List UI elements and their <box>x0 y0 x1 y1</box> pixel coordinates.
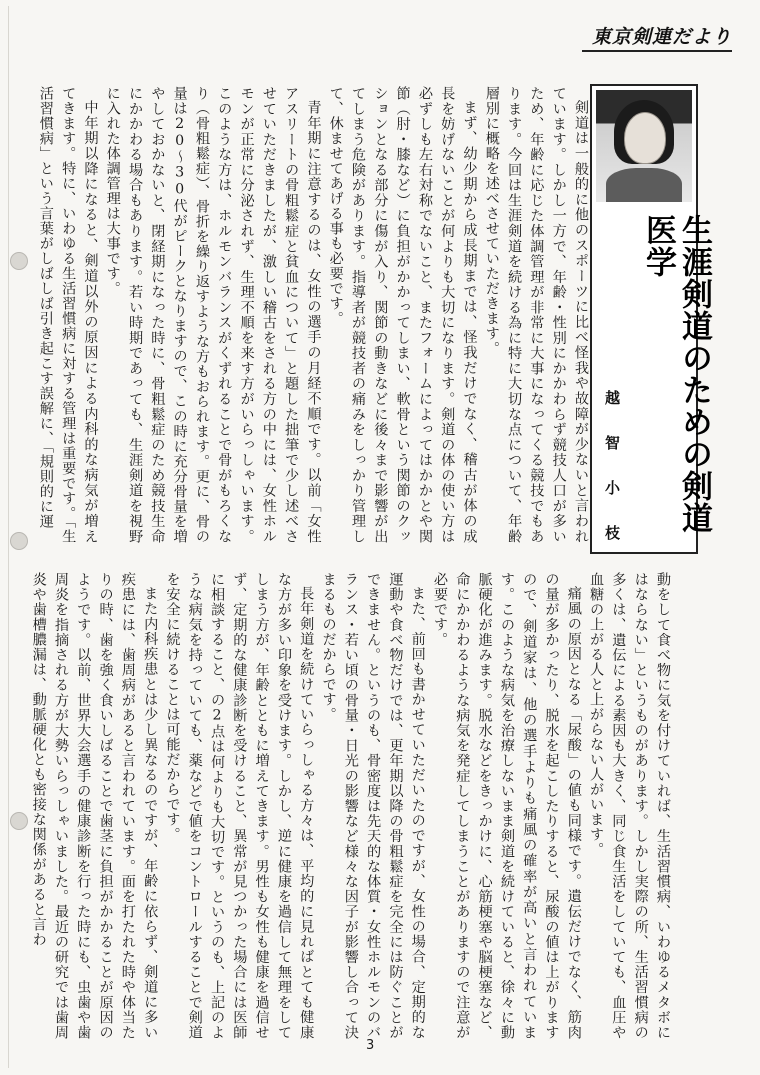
article-body-lower <box>30 572 674 1040</box>
photo-body <box>606 168 682 202</box>
paragraph: 剣道は一般的に他のスポーツに比べ怪我や故障が少ないと言われています。しかし一方で、年齢・性別にかかわらず競技人口が多いため、年齢に応じた体調管理が非常に大事になってくる競技でもあります。今回は生涯剣道を続ける為に特に大切な点について、年齢層別に概略を述べさせていただきます。 <box>483 86 589 544</box>
newsletter-title: 東京剣連だより <box>591 26 732 48</box>
binder-hole <box>10 812 28 830</box>
author-photo <box>596 90 692 202</box>
paragraph: また、前回も書かせていただいたのですが、女性の場合、定期的な運動や食べ物だけでは、更年期以降の骨粗鬆症を完全には防ぐことができません。というのも、骨密度は先天的な体質・女性ホルモンのバランス・若い頃の骨量・日光の影響など様々な因子が影響し合って決まるものだからです。 <box>320 572 426 1040</box>
header-rule <box>582 50 732 52</box>
binder-hole <box>10 532 28 550</box>
photo-face <box>624 112 666 164</box>
paragraph: 中年期以降になると、剣道以外の原因による内科的な病気が増えてきます。特に、いわゆる生活習慣病に対する管理は重要です。「生活習慣病」という言葉がしばしば引き起こす誤解に、「規則的に運 <box>37 86 99 544</box>
paragraph: また内科疾患とは少し異なるのですが、年齢に依らず、剣道に多い疾患には、歯周病があると言われています。面を打たれた時や体当たりの時、歯を強く食いしばることで歯茎に負担がかかることが原因のようです。以前、世界大会選手の健康診断を行った時にも、虫歯や歯周炎を指摘される方が大勢いらっしゃいました。最近の研究では歯周炎や歯槽膿漏は、動脈硬化とも密接な関係があると言わ <box>30 572 159 1040</box>
article-author: 越 智 小 枝 <box>603 390 621 546</box>
page-number: 3 <box>366 1038 375 1053</box>
paragraph: まず、幼少期から成長期までは、怪我だけでなく、稽古が体の成長を妨げないことが何よりも大切になります。剣道の体の使い方は必ずしも左右対称でないこと、またフォームによってはかかとや関節（肘・膝など）に負担がかかってしまい、軟骨という関節のクッションとなる部分に傷が入り、関節の動きなどに後々まで影響が出てしまう危険があります。指導者が競技者の痛みをしっかり管理して、休ませてあげる事も必要です。 <box>327 86 478 544</box>
article-body-upper <box>37 86 592 544</box>
title-panel <box>590 84 712 554</box>
binder-hole <box>10 252 28 270</box>
paragraph: 長年剣道を続けていらっしゃる方々は、平均的に見ればとても健康な方が多い印象を受けます。しかし、逆に健康を過信して無理をしてしまう方が、年齢とともに増えてきます。男性も女性も健康を過信せず、定期的な健康診断を受けること、異常が見つかった場合には医師に相談すること、の2点は何よりも大切です。というのも、上記のような病気を持っていても、薬などで値をコントロールすることで剣道を安全に続けることは可能だからです。 <box>164 572 315 1040</box>
paragraph: 動をして食べ物に気を付けていれば、生活習慣病、いわゆるメタボにはならない」というものがあります。しかし実際の所、生活習慣病の多くは、遺伝による素因も大きく、同じ食生活をしていても、血圧や血糖の上がる人と上がらない人がいます。 <box>588 572 671 1040</box>
paragraph: 青年期に注意するのは、女性の選手の月経不順です。以前「女性アスリートの骨粗鬆症と貧血について」と題した拙筆で少し述べさせていただきましたが、激しい稽古をされる方の中には、女性ホルモンが正常に分泌されず、生理不順を来す方がいらっしゃいます。このような方は、ホルモンバランスがくずれることで骨がもろくなり（骨粗鬆症）、骨折を繰り返すような方もおられます。更に、骨の量は20～30代がピークとなりますので、この時に充分骨量を増やしておかないと、閉経期になった時に、骨粗鬆症のため競技生命にかかわる場合もあります。若い時期であっても、生涯剣道を視野に入れた体調管理は大事です。 <box>104 86 322 544</box>
paragraph: 痛風の原因となる「尿酸」の値も同様です。遺伝だけでなく、筋肉の量が多かったり、脱水を起こしたりすると、尿酸の値は上がりますので、剣道家は、他の選手よりも痛風の確率が高いと言われています。このような病気を治療しないまま剣道を続けていると、徐々に動脈硬化が進みます。脱水などをきっかけに、心筋梗塞や脳梗塞など、命にかかわるような病気を発症してしまうことがありますので注意が必要です。 <box>432 572 582 1040</box>
article-title: 生涯剣道のための剣道医学 <box>640 214 712 534</box>
